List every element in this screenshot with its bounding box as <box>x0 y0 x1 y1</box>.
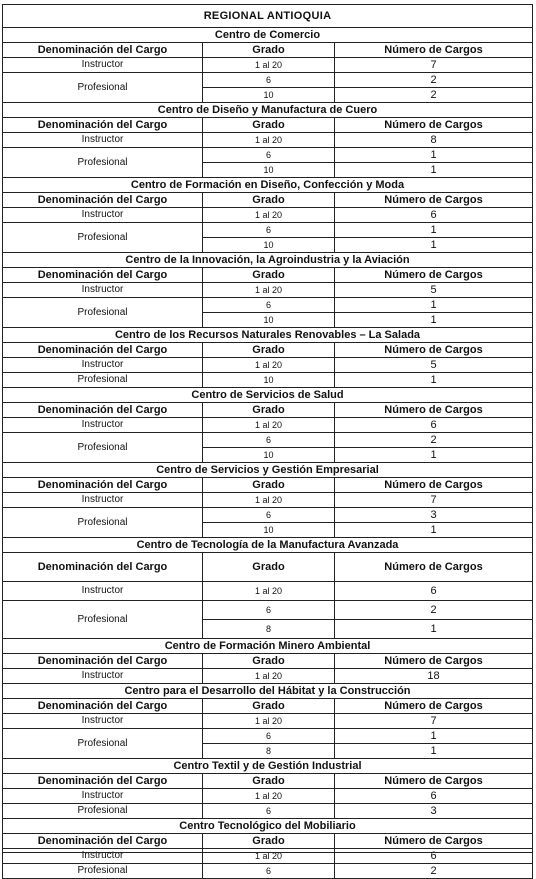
cell-grado: 6 <box>203 729 335 744</box>
cell-numero: 8 <box>335 133 533 148</box>
table-row <box>3 358 533 373</box>
column-header-row <box>3 343 533 358</box>
cell-numero: 1 <box>335 523 533 538</box>
regional-document <box>2 4 532 879</box>
header-cargo: Denominación del Cargo <box>3 118 203 133</box>
column-header-row <box>3 699 533 714</box>
table-row <box>3 804 533 819</box>
center-row <box>3 759 533 774</box>
table-row <box>3 582 533 601</box>
cell-numero: 5 <box>335 358 533 373</box>
table-row <box>3 73 533 88</box>
header-grado: Grado <box>203 654 335 669</box>
table-row <box>3 148 533 163</box>
table-row <box>3 433 533 448</box>
header-grado: Grado <box>203 343 335 358</box>
cell-cargo: Profesional <box>3 298 203 328</box>
table-row <box>3 508 533 523</box>
cell-grado: 10 <box>203 163 335 178</box>
cell-numero: 1 <box>335 163 533 178</box>
cell-grado: 6 <box>203 298 335 313</box>
header-numero: Número de Cargos <box>335 403 533 418</box>
center-name: Centro Tecnológico del Mobiliario <box>3 819 533 834</box>
cell-numero: 1 <box>335 729 533 744</box>
center-row <box>3 253 533 268</box>
cell-cargo: Instructor <box>3 208 203 223</box>
cell-grado: 1 al 20 <box>203 208 335 223</box>
header-numero: Número de Cargos <box>335 834 533 849</box>
table-row <box>3 418 533 433</box>
cell-grado: 6 <box>203 804 335 819</box>
cell-grado: 10 <box>203 373 335 388</box>
cell-cargo: Profesional <box>3 864 203 879</box>
table-row <box>3 373 533 388</box>
column-header-row <box>3 118 533 133</box>
cell-cargo: Instructor <box>3 493 203 508</box>
center-row <box>3 639 533 654</box>
center-name: Centro de Tecnología de la Manufactura Avanzada <box>3 538 533 553</box>
cell-cargo: Instructor <box>3 358 203 373</box>
cell-grado: 10 <box>203 448 335 463</box>
header-grado: Grado <box>203 43 335 58</box>
header-numero: Número de Cargos <box>335 343 533 358</box>
table-row <box>3 223 533 238</box>
header-grado: Grado <box>203 553 335 582</box>
header-numero: Número de Cargos <box>335 654 533 669</box>
column-header-row <box>3 193 533 208</box>
header-grado: Grado <box>203 774 335 789</box>
cell-cargo: Profesional <box>3 73 203 103</box>
cell-cargo: Instructor <box>3 283 203 298</box>
cell-cargo: Profesional <box>3 601 203 639</box>
cell-numero: 6 <box>335 849 533 864</box>
column-header-row <box>3 43 533 58</box>
cell-numero: 18 <box>335 669 533 684</box>
cell-numero: 6 <box>335 418 533 433</box>
column-header-row <box>3 774 533 789</box>
regional-title-row <box>3 5 533 28</box>
cell-grado: 1 al 20 <box>203 58 335 73</box>
cell-grado: 1 al 20 <box>203 283 335 298</box>
cell-grado: 6 <box>203 433 335 448</box>
cell-grado: 10 <box>203 523 335 538</box>
regional-title: REGIONAL ANTIOQUIA <box>3 5 533 28</box>
table-row <box>3 729 533 744</box>
header-cargo: Denominación del Cargo <box>3 478 203 493</box>
header-cargo: Denominación del Cargo <box>3 268 203 283</box>
cell-cargo: Instructor <box>3 849 203 864</box>
header-numero: Número de Cargos <box>335 268 533 283</box>
cell-numero: 3 <box>335 804 533 819</box>
table-row <box>3 669 533 684</box>
header-grado: Grado <box>203 478 335 493</box>
cell-cargo: Instructor <box>3 714 203 729</box>
cell-grado: 6 <box>203 223 335 238</box>
header-numero: Número de Cargos <box>335 478 533 493</box>
header-cargo: Denominación del Cargo <box>3 343 203 358</box>
header-cargo: Denominación del Cargo <box>3 403 203 418</box>
header-grado: Grado <box>203 118 335 133</box>
header-cargo: Denominación del Cargo <box>3 193 203 208</box>
cell-grado: 6 <box>203 73 335 88</box>
column-header-row <box>3 654 533 669</box>
center-name: Centro para el Desarrollo del Hábitat y la Construcción <box>3 684 533 699</box>
cell-numero: 7 <box>335 714 533 729</box>
cell-cargo: Instructor <box>3 789 203 804</box>
cell-grado: 8 <box>203 620 335 639</box>
header-numero: Número de Cargos <box>335 774 533 789</box>
center-name: Centro de Servicios de Salud <box>3 388 533 403</box>
cell-numero: 3 <box>335 508 533 523</box>
cell-cargo: Instructor <box>3 669 203 684</box>
cell-grado: 10 <box>203 238 335 253</box>
center-row <box>3 103 533 118</box>
cell-cargo: Profesional <box>3 373 203 388</box>
cell-cargo: Profesional <box>3 433 203 463</box>
table-row <box>3 493 533 508</box>
cell-cargo: Profesional <box>3 148 203 178</box>
column-header-row <box>3 403 533 418</box>
cell-numero: 1 <box>335 238 533 253</box>
header-numero: Número de Cargos <box>335 193 533 208</box>
cell-grado: 1 al 20 <box>203 358 335 373</box>
center-name: Centro Textil y de Gestión Industrial <box>3 759 533 774</box>
cell-grado: 6 <box>203 148 335 163</box>
center-row <box>3 684 533 699</box>
center-row <box>3 178 533 193</box>
table-row <box>3 133 533 148</box>
cell-grado: 1 al 20 <box>203 714 335 729</box>
cell-numero: 7 <box>335 58 533 73</box>
cell-numero: 2 <box>335 864 533 879</box>
center-name: Centro de Comercio <box>3 28 533 43</box>
table-row <box>3 789 533 804</box>
table-row <box>3 864 533 879</box>
table-row <box>3 714 533 729</box>
cell-numero: 2 <box>335 73 533 88</box>
cell-numero: 1 <box>335 223 533 238</box>
cell-grado: 1 al 20 <box>203 493 335 508</box>
cell-grado: 10 <box>203 313 335 328</box>
cell-grado: 1 al 20 <box>203 418 335 433</box>
center-row <box>3 28 533 43</box>
cell-grado: 6 <box>203 601 335 620</box>
cell-grado: 1 al 20 <box>203 133 335 148</box>
cell-cargo: Instructor <box>3 582 203 601</box>
cell-cargo: Instructor <box>3 58 203 73</box>
header-numero: Número de Cargos <box>335 699 533 714</box>
table-row <box>3 283 533 298</box>
cell-numero: 1 <box>335 298 533 313</box>
cell-numero: 1 <box>335 448 533 463</box>
center-row <box>3 463 533 478</box>
cell-cargo: Profesional <box>3 223 203 253</box>
cell-numero: 2 <box>335 601 533 620</box>
header-cargo: Denominación del Cargo <box>3 834 203 849</box>
table-row <box>3 208 533 223</box>
bottom-rule <box>2 852 532 853</box>
center-name: Centro de los Recursos Naturales Renovables – La Salada <box>3 328 533 343</box>
header-grado: Grado <box>203 699 335 714</box>
cell-numero: 6 <box>335 208 533 223</box>
cell-numero: 1 <box>335 313 533 328</box>
header-cargo: Denominación del Cargo <box>3 699 203 714</box>
header-cargo: Denominación del Cargo <box>3 774 203 789</box>
center-name: Centro de Diseño y Manufactura de Cuero <box>3 103 533 118</box>
header-cargo: Denominación del Cargo <box>3 553 203 582</box>
cell-numero: 6 <box>335 582 533 601</box>
cell-numero: 2 <box>335 433 533 448</box>
cell-grado: 8 <box>203 744 335 759</box>
table-row <box>3 601 533 620</box>
center-name: Centro de Formación Minero Ambiental <box>3 639 533 654</box>
header-grado: Grado <box>203 834 335 849</box>
cell-grado: 1 al 20 <box>203 789 335 804</box>
cell-cargo: Instructor <box>3 133 203 148</box>
cell-grado: 10 <box>203 88 335 103</box>
header-cargo: Denominación del Cargo <box>3 654 203 669</box>
center-row <box>3 819 533 834</box>
cell-grado: 1 al 20 <box>203 849 335 864</box>
header-numero: Número de Cargos <box>335 43 533 58</box>
header-numero: Número de Cargos <box>335 553 533 582</box>
cell-cargo: Profesional <box>3 508 203 538</box>
cell-numero: 5 <box>335 283 533 298</box>
center-row <box>3 388 533 403</box>
table-row <box>3 298 533 313</box>
column-header-row <box>3 478 533 493</box>
regional-table <box>2 4 533 879</box>
cell-numero: 6 <box>335 789 533 804</box>
cell-cargo: Instructor <box>3 418 203 433</box>
cell-numero: 7 <box>335 493 533 508</box>
table-row <box>3 849 533 864</box>
cell-numero: 1 <box>335 744 533 759</box>
cell-cargo: Profesional <box>3 804 203 819</box>
column-header-row <box>3 834 533 849</box>
center-row <box>3 328 533 343</box>
cell-grado: 6 <box>203 864 335 879</box>
header-grado: Grado <box>203 268 335 283</box>
cell-grado: 6 <box>203 508 335 523</box>
cell-numero: 2 <box>335 88 533 103</box>
header-grado: Grado <box>203 193 335 208</box>
header-numero: Número de Cargos <box>335 118 533 133</box>
cell-grado: 1 al 20 <box>203 582 335 601</box>
cell-cargo: Profesional <box>3 729 203 759</box>
column-header-row <box>3 553 533 582</box>
center-name: Centro de Servicios y Gestión Empresarial <box>3 463 533 478</box>
table-row <box>3 58 533 73</box>
center-name: Centro de la Innovación, la Agroindustria y la Aviación <box>3 253 533 268</box>
header-grado: Grado <box>203 403 335 418</box>
cell-numero: 1 <box>335 148 533 163</box>
center-name: Centro de Formación en Diseño, Confección y Moda <box>3 178 533 193</box>
cell-grado: 1 al 20 <box>203 669 335 684</box>
column-header-row <box>3 268 533 283</box>
center-row <box>3 538 533 553</box>
cell-numero: 1 <box>335 620 533 639</box>
header-cargo: Denominación del Cargo <box>3 43 203 58</box>
cell-numero: 1 <box>335 373 533 388</box>
